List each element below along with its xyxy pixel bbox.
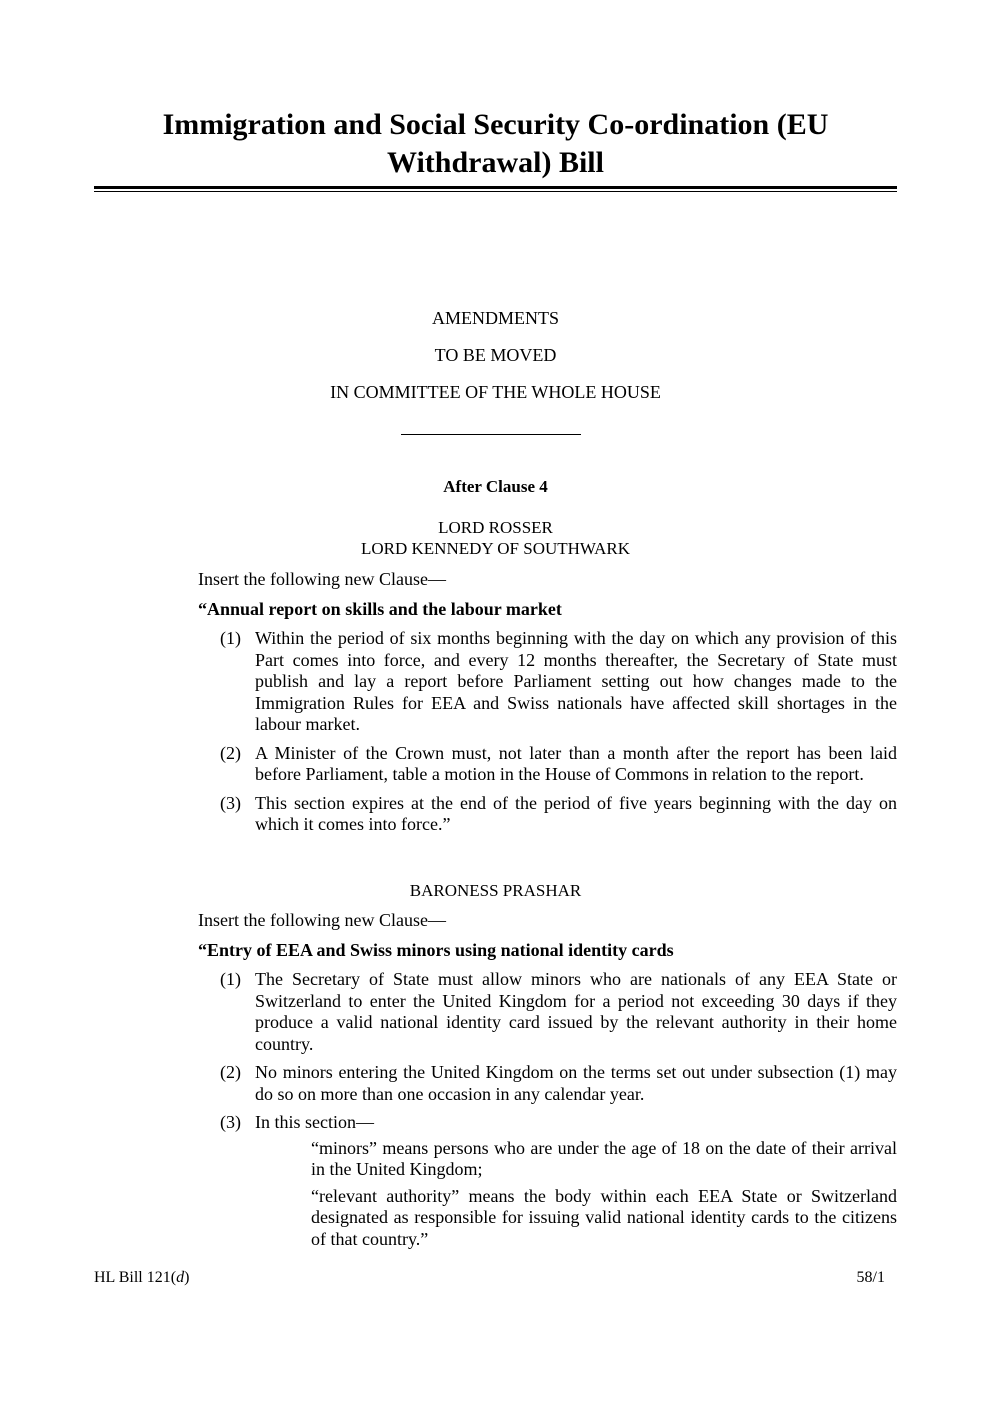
clause-title: “Annual report on skills and the labour market — [198, 598, 562, 619]
section-heading: After Clause 4 — [443, 477, 548, 496]
heading-committee: IN COMMITTEE OF THE WHOLE HOUSE — [330, 382, 661, 402]
subsection-3 — [198, 793, 897, 836]
heading-to-be-moved: TO BE MOVED — [434, 345, 557, 365]
section-divider — [401, 434, 581, 435]
bill-ref-letter: d — [176, 1269, 185, 1286]
bill-title: Immigration and Social Security Co-ordination (EU Withdrawal) Bill — [162, 108, 829, 179]
mover-2: LORD KENNEDY OF SOUTHWARK — [360, 539, 630, 558]
subsection-3 — [198, 1112, 897, 1134]
subsection-text: No minors entering the United Kingdom on the terms set out under subsection (1) may do so on more than one occasion in any calendar year. — [255, 1062, 897, 1104]
page-reference: 58/1 — [856, 1269, 885, 1286]
bill-reference — [94, 1268, 189, 1288]
mover-3: BARONESS PRASHAR — [409, 881, 582, 900]
subsection-number: (1) — [220, 969, 241, 989]
subsection-number: (3) — [220, 792, 241, 813]
amendment-1 — [198, 569, 897, 836]
amendment-instruction: Insert the following new Clause— — [198, 910, 446, 930]
title-rule-thick — [94, 186, 897, 189]
definition-minors: “minors” means persons who are under the age of 18 on the date of their arrival in the United Kingdom; — [311, 1137, 897, 1179]
subsection-2 — [198, 743, 897, 786]
amendment-2 — [198, 910, 897, 1250]
amendment-instruction: Insert the following new Clause— — [198, 569, 446, 589]
subsection-text: This section expires at the end of the period of five years beginning with the day on which it comes into force.” — [255, 792, 897, 834]
subsection-text: Within the period of six months beginning with the day on which any provision of this Part comes into force, and every 12 months thereafter, the Secretary of State must publish and lay a report before Parliament setting out how changes made to the Immigration Rules for EEA and Swiss nationals have affected skill shortages in the labour market. — [255, 628, 897, 734]
subsection-1 — [198, 628, 897, 736]
subsection-text: A Minister of the Crown must, not later than a month after the report has been laid before Parliament, table a motion in the House of Commons in relation to the report. — [255, 742, 897, 784]
subsection-1 — [198, 969, 897, 1055]
subsection-number: (1) — [220, 628, 241, 648]
subsection-text: In this section— — [255, 1112, 374, 1132]
mover-1: LORD ROSSER — [438, 518, 553, 537]
subsection-number: (2) — [220, 742, 241, 763]
subsection-2 — [198, 1062, 897, 1105]
subsection-text: The Secretary of State must allow minors who are nationals of any EEA State or Switzerland to enter the United Kingdom for a period not exceeding 30 days if they produce a valid national identity card issued by the relevant authority in their home country. — [255, 969, 897, 1054]
definition-relevant-authority: “relevant authority” means the body within each EEA State or Switzerland designated as responsible for issuing valid national identity cards to the citizens of that country.” — [311, 1185, 897, 1249]
bill-ref-suffix: ) — [184, 1269, 190, 1286]
subsection-number: (2) — [220, 1062, 241, 1082]
bill-ref-prefix: HL Bill 121( — [94, 1269, 177, 1286]
subsection-number: (3) — [220, 1112, 241, 1132]
title-rule-thin — [94, 191, 897, 192]
clause-title: “Entry of EEA and Swiss minors using national identity cards — [198, 939, 674, 960]
heading-amendments: AMENDMENTS — [431, 308, 559, 328]
